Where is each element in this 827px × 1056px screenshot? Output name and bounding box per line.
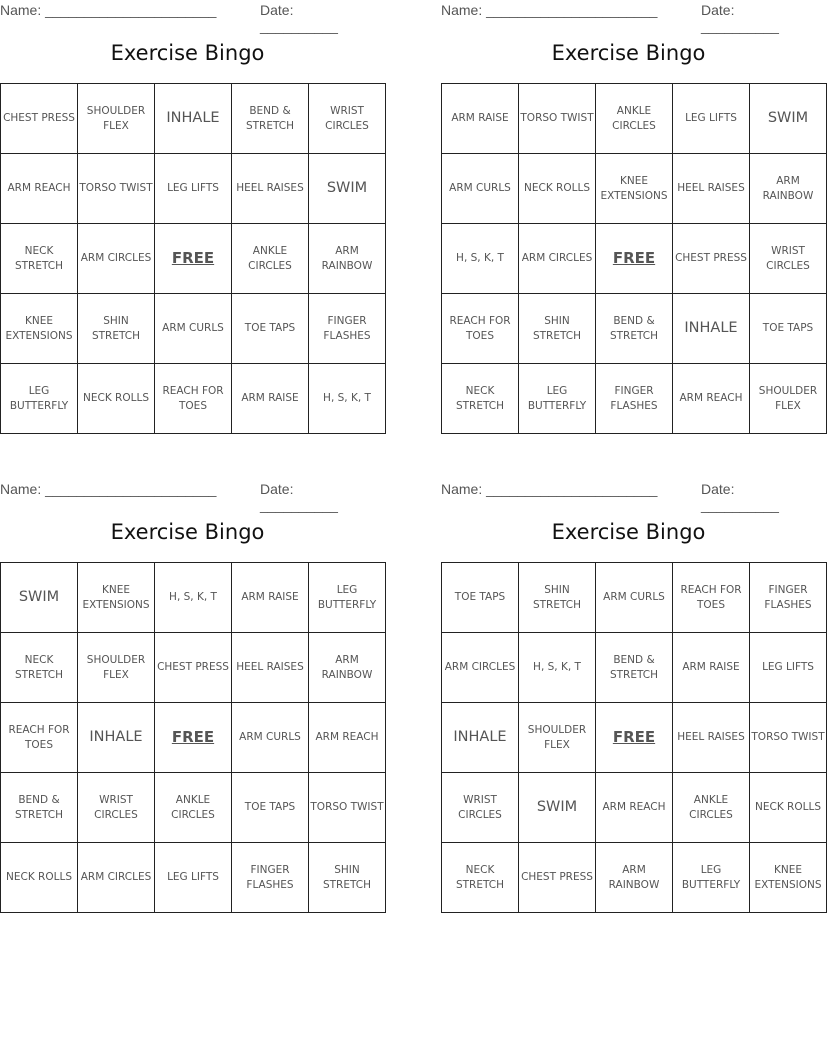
bingo-cell: BEND & STRETCH: [596, 633, 673, 703]
bingo-cell: NECK ROLLS: [78, 364, 155, 434]
bingo-cell: LEG LIFTS: [673, 84, 750, 154]
bingo-cell: FINGER FLASHES: [309, 294, 386, 364]
bingo-cell: CHEST PRESS: [155, 633, 232, 703]
bingo-cell: REACH FOR TOES: [673, 563, 750, 633]
card-header: [0, 2, 375, 34]
bingo-cell: BEND & STRETCH: [596, 294, 673, 364]
bingo-cell: ARM CURLS: [155, 294, 232, 364]
bingo-cell: SWIM: [1, 563, 78, 633]
bingo-cell: HEEL RAISES: [232, 633, 309, 703]
bingo-cell: ARM RAINBOW: [309, 633, 386, 703]
card-title: Exercise Bingo: [110, 41, 265, 65]
bingo-cell: REACH FOR TOES: [442, 294, 519, 364]
bingo-cell: INHALE: [673, 294, 750, 364]
bingo-cell: SWIM: [519, 773, 596, 843]
bingo-card: [0, 479, 384, 919]
bingo-cell: ARM REACH: [309, 703, 386, 773]
bingo-cell: KNEE EXTENSIONS: [78, 563, 155, 633]
bingo-cell: LEG BUTTERFLY: [519, 364, 596, 434]
card-title: Exercise Bingo: [110, 520, 265, 544]
bingo-cell: TORSO TWIST: [519, 84, 596, 154]
bingo-cell: REACH FOR TOES: [1, 703, 78, 773]
bingo-cell: HEEL RAISES: [232, 154, 309, 224]
bingo-cell: SWIM: [750, 84, 827, 154]
bingo-cell: SHOULDER FLEX: [78, 84, 155, 154]
bingo-cell: ARM RAINBOW: [596, 843, 673, 913]
bingo-cell: H, S, K, T: [309, 364, 386, 434]
bingo-cell: SHOULDER FLEX: [519, 703, 596, 773]
bingo-cell: LEG LIFTS: [155, 154, 232, 224]
bingo-cell: ARM CIRCLES: [78, 224, 155, 294]
bingo-cell: BEND & STRETCH: [1, 773, 78, 843]
bingo-cell: TORSO TWIST: [750, 703, 827, 773]
bingo-cell: WRIST CIRCLES: [309, 84, 386, 154]
bingo-cell: HEEL RAISES: [673, 703, 750, 773]
bingo-cell: SWIM: [309, 154, 386, 224]
bingo-cell: NECK STRETCH: [1, 224, 78, 294]
card-header: [441, 2, 816, 34]
bingo-grid: [0, 83, 386, 434]
bingo-row: [442, 563, 827, 633]
bingo-cell: SHIN STRETCH: [78, 294, 155, 364]
bingo-row: [442, 294, 827, 364]
bingo-cell: KNEE EXTENSIONS: [750, 843, 827, 913]
bingo-cell: INHALE: [442, 703, 519, 773]
bingo-row: [1, 224, 386, 294]
bingo-cell: ARM CIRCLES: [442, 633, 519, 703]
bingo-cell: ARM CIRCLES: [519, 224, 596, 294]
bingo-cell: NECK STRETCH: [1, 633, 78, 703]
bingo-cell: ARM CURLS: [232, 703, 309, 773]
bingo-cell: NECK STRETCH: [442, 364, 519, 434]
bingo-cell: H, S, K, T: [442, 224, 519, 294]
bingo-row: [1, 84, 386, 154]
bingo-cell: INHALE: [155, 84, 232, 154]
bingo-row: [442, 703, 827, 773]
bingo-cell: NECK STRETCH: [442, 843, 519, 913]
date-field-label: Date: __________: [260, 2, 338, 34]
bingo-cell: WRIST CIRCLES: [750, 224, 827, 294]
date-field-label: Date: __________: [701, 2, 779, 34]
bingo-cell: REACH FOR TOES: [155, 364, 232, 434]
card-header: [0, 481, 375, 513]
bingo-cell: FINGER FLASHES: [750, 563, 827, 633]
bingo-row: [442, 224, 827, 294]
bingo-cell: NECK ROLLS: [1, 843, 78, 913]
bingo-row: [1, 563, 386, 633]
bingo-row: [1, 843, 386, 913]
bingo-cell: CHEST PRESS: [1, 84, 78, 154]
bingo-cell: LEG BUTTERFLY: [1, 364, 78, 434]
bingo-cell: LEG LIFTS: [750, 633, 827, 703]
bingo-grid: [441, 562, 827, 913]
bingo-cell: NECK ROLLS: [750, 773, 827, 843]
bingo-cell: NECK ROLLS: [519, 154, 596, 224]
bingo-cell: TOE TAPS: [232, 773, 309, 843]
card-title: Exercise Bingo: [551, 520, 706, 544]
bingo-grid: [441, 83, 827, 434]
bingo-row: [442, 84, 827, 154]
bingo-cell: SHIN STRETCH: [519, 294, 596, 364]
bingo-cell: ARM REACH: [673, 364, 750, 434]
bingo-cell: TORSO TWIST: [78, 154, 155, 224]
bingo-cell: TOE TAPS: [232, 294, 309, 364]
bingo-cell: ANKLE CIRCLES: [673, 773, 750, 843]
bingo-cell: INHALE: [78, 703, 155, 773]
bingo-cell: ARM RAISE: [232, 364, 309, 434]
bingo-cell: ANKLE CIRCLES: [155, 773, 232, 843]
bingo-cell: FINGER FLASHES: [232, 843, 309, 913]
bingo-row: [442, 154, 827, 224]
free-space: FREE: [155, 703, 232, 773]
bingo-cell: SHOULDER FLEX: [78, 633, 155, 703]
bingo-cell: ARM RAINBOW: [309, 224, 386, 294]
free-space: FREE: [596, 224, 673, 294]
bingo-cell: TOE TAPS: [442, 563, 519, 633]
bingo-row: [442, 773, 827, 843]
bingo-cell: ARM CIRCLES: [78, 843, 155, 913]
free-space: FREE: [596, 703, 673, 773]
bingo-cell: TOE TAPS: [750, 294, 827, 364]
bingo-cell: KNEE EXTENSIONS: [596, 154, 673, 224]
bingo-card: [441, 479, 825, 919]
bingo-grid: [0, 562, 386, 913]
bingo-row: [1, 364, 386, 434]
bingo-row: [442, 843, 827, 913]
bingo-cell: H, S, K, T: [519, 633, 596, 703]
bingo-cell: SHOULDER FLEX: [750, 364, 827, 434]
bingo-card: [0, 0, 375, 440]
bingo-cell: KNEE EXTENSIONS: [1, 294, 78, 364]
bingo-cell: ARM RAINBOW: [750, 154, 827, 224]
bingo-cell: ANKLE CIRCLES: [596, 84, 673, 154]
bingo-cell: ARM RAISE: [673, 633, 750, 703]
bingo-cell: SHIN STRETCH: [309, 843, 386, 913]
card-header: [441, 481, 816, 513]
bingo-cell: ARM RAISE: [232, 563, 309, 633]
bingo-cell: ARM REACH: [596, 773, 673, 843]
date-field-label: Date: __________: [260, 481, 338, 513]
bingo-cell: ARM RAISE: [442, 84, 519, 154]
bingo-row: [1, 633, 386, 703]
bingo-row: [442, 364, 827, 434]
name-field-label: Name: ______________________: [441, 481, 658, 497]
bingo-row: [1, 154, 386, 224]
bingo-row: [1, 703, 386, 773]
bingo-card: [441, 0, 816, 440]
bingo-row: [442, 633, 827, 703]
bingo-cell: LEG BUTTERFLY: [309, 563, 386, 633]
bingo-cell: WRIST CIRCLES: [442, 773, 519, 843]
name-field-label: Name: ______________________: [441, 2, 658, 18]
bingo-cell: BEND & STRETCH: [232, 84, 309, 154]
bingo-cell: ARM CURLS: [596, 563, 673, 633]
bingo-cell: LEG BUTTERFLY: [673, 843, 750, 913]
name-field-label: Name: ______________________: [0, 2, 217, 18]
bingo-cell: CHEST PRESS: [519, 843, 596, 913]
name-field-label: Name: ______________________: [0, 481, 217, 497]
bingo-cell: CHEST PRESS: [673, 224, 750, 294]
bingo-row: [1, 294, 386, 364]
bingo-cell: FINGER FLASHES: [596, 364, 673, 434]
bingo-cell: HEEL RAISES: [673, 154, 750, 224]
bingo-cell: TORSO TWIST: [309, 773, 386, 843]
free-space: FREE: [155, 224, 232, 294]
bingo-cell: ANKLE CIRCLES: [232, 224, 309, 294]
card-title: Exercise Bingo: [551, 41, 706, 65]
bingo-row: [1, 773, 386, 843]
bingo-cell: SHIN STRETCH: [519, 563, 596, 633]
bingo-cell: H, S, K, T: [155, 563, 232, 633]
date-field-label: Date: __________: [701, 481, 779, 513]
bingo-cell: ARM REACH: [1, 154, 78, 224]
bingo-cell: WRIST CIRCLES: [78, 773, 155, 843]
bingo-cell: LEG LIFTS: [155, 843, 232, 913]
bingo-cell: ARM CURLS: [442, 154, 519, 224]
